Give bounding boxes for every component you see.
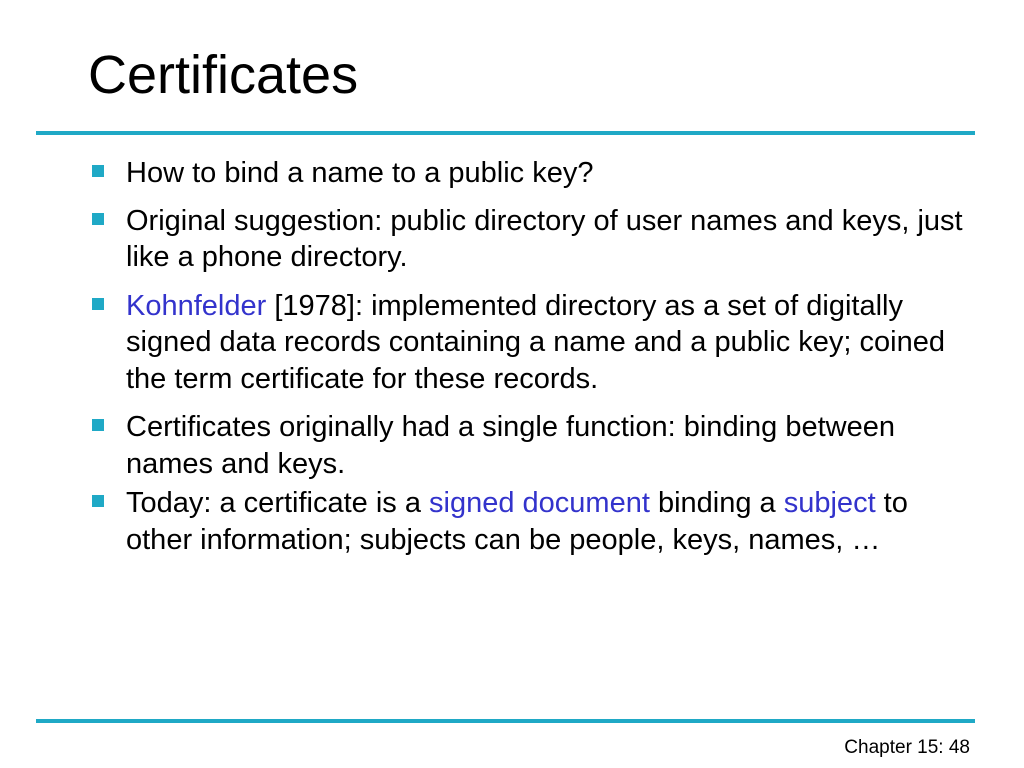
- square-bullet-icon: [92, 213, 104, 225]
- bullet-text: Certificates originally had a single function: binding between names and keys.: [126, 411, 895, 480]
- bullet-item: [88, 409, 968, 482]
- bullet-text: to other information; subjects can be people, keys, names, …: [126, 487, 908, 556]
- bullet-text: Original suggestion: public directory of user names and keys, just like a phone directory.: [126, 204, 963, 273]
- bullet-item: [88, 155, 968, 192]
- bullet-text: [1978]: implemented directory as a set of digitally signed data records containing a name and a public key; coined the term certificate for these records.: [126, 289, 945, 395]
- bullet-item: [88, 203, 968, 276]
- bottom-divider: [36, 719, 975, 723]
- bullet-text: How to bind a name to a public key?: [126, 157, 594, 189]
- slide-footer: Chapter 15: 48: [844, 737, 970, 758]
- bullet-item: [88, 288, 968, 398]
- square-bullet-icon: [92, 165, 104, 177]
- bullet-list: [88, 155, 968, 558]
- square-bullet-icon: [92, 495, 104, 507]
- slide-title: Certificates: [88, 45, 359, 105]
- square-bullet-icon: [92, 419, 104, 431]
- highlight-term-kohnfelder: Kohnfelder: [126, 289, 267, 322]
- highlight-term-signed-document: signed document: [429, 487, 650, 519]
- bullet-text: binding a: [649, 487, 784, 519]
- square-bullet-icon: [92, 298, 104, 310]
- highlight-term-subject: subject: [783, 487, 876, 519]
- bullet-item: [88, 485, 968, 558]
- bullet-text: Today: a certificate is a: [126, 487, 430, 519]
- top-divider: [36, 131, 975, 135]
